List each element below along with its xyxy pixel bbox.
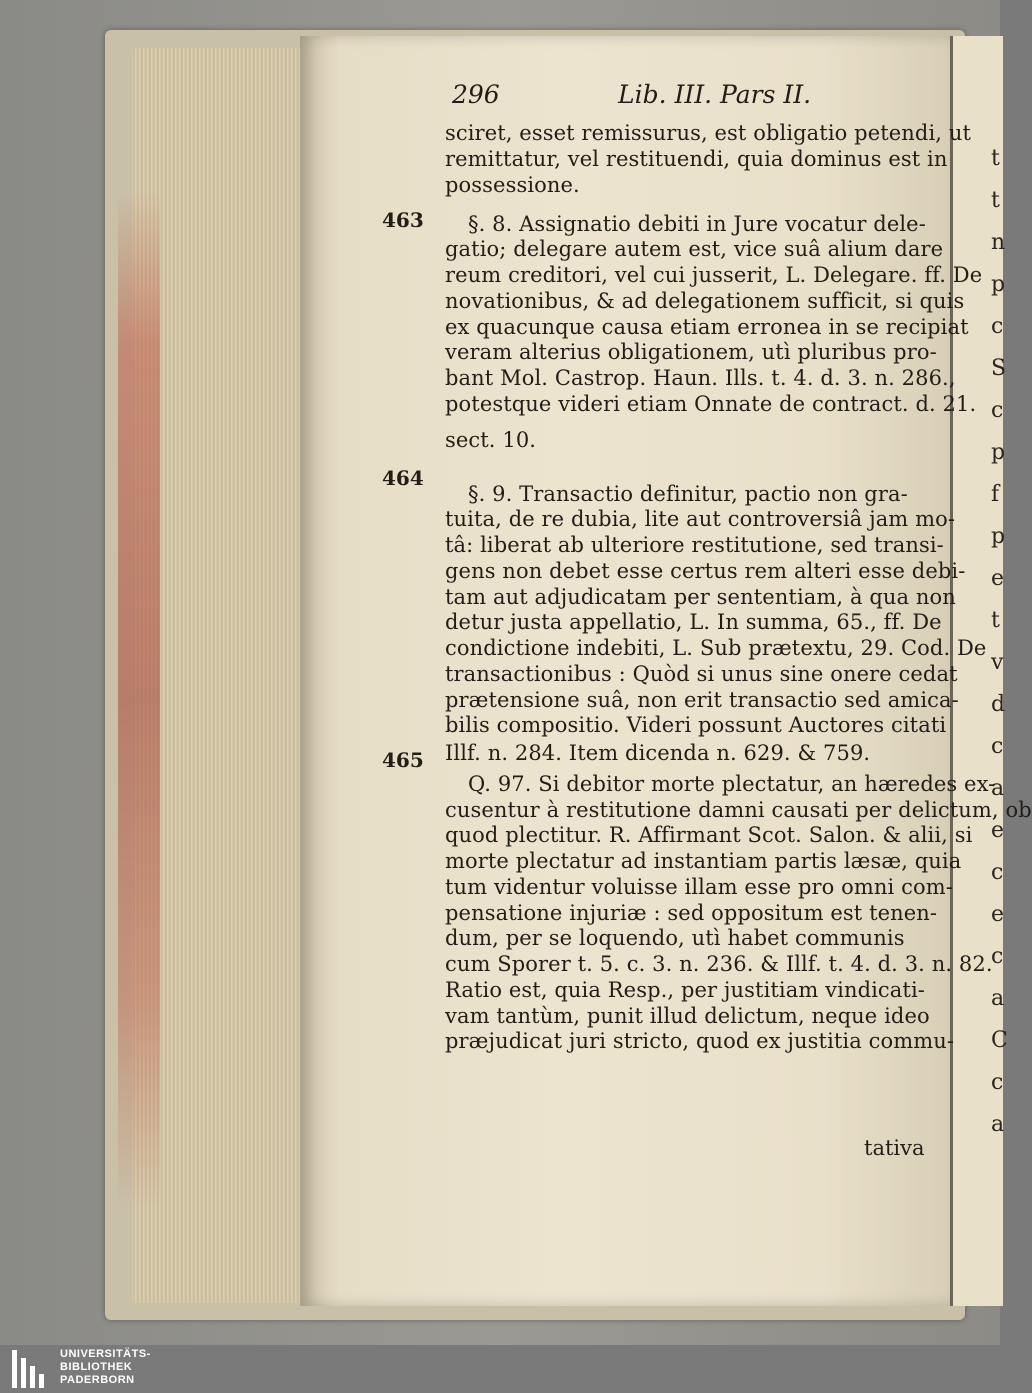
text-line: dum, per se loquendo, utì habet communis	[445, 926, 905, 950]
text-line: cusentur à restitutione damni causati per delictum, ob	[445, 798, 1032, 822]
facing-page-letter: t	[991, 188, 1000, 213]
facing-page-letter: e	[991, 902, 1005, 927]
facing-page-letter: c	[991, 860, 1004, 885]
margin-number-463: 463	[382, 208, 424, 232]
text-line: remittatur, vel restituendi, quia dominus est in	[445, 147, 948, 171]
text-line: prætensione suâ, non erit transactio sed amica-	[445, 688, 959, 712]
text-line: tâ: liberat ab ulteriore restitutione, sed transi-	[445, 533, 944, 557]
text-line: condictione indebiti, L. Sub prætextu, 29. Cod. De	[445, 636, 987, 660]
text-line: tam aut adjudicatam per sententiam, à qua non	[445, 585, 956, 609]
margin-number-465: 465	[382, 748, 424, 772]
text-line: præjudicat juri stricto, quod ex justitia commu-	[445, 1029, 955, 1053]
facing-page-letter: e	[991, 566, 1005, 591]
facing-page-letter: p	[991, 524, 1006, 549]
text-line: bilis compositio. Videri possunt Auctores citati	[445, 713, 947, 737]
text-line: quod plectitur. R. Affirmant Scot. Salon. & alii, si	[445, 823, 973, 847]
margin-number-464: 464	[382, 466, 424, 490]
facing-page-letter: f	[991, 482, 1000, 507]
logo-bars-icon	[12, 1350, 52, 1388]
red-edge-stain	[118, 190, 160, 1210]
facing-page-letter: t	[991, 608, 1000, 633]
library-name: UNIVERSITÄTS- BIBLIOTHEK PADERBORN	[60, 1348, 151, 1386]
text-line: detur justa appellatio, L. In summa, 65., ff. De	[445, 610, 942, 634]
facing-page-letter: S	[991, 356, 1007, 381]
facing-page-letter: c	[991, 1070, 1004, 1095]
library-logo	[8, 1348, 208, 1390]
text-line: veram alterius obligationem, utì pluribus pro-	[445, 340, 937, 364]
text-line: possessione.	[445, 173, 580, 197]
page-number: 296	[452, 80, 500, 109]
facing-page-letter: C	[991, 1028, 1008, 1053]
text-line: tuita, de re dubia, lite aut controversiâ jam mo-	[445, 507, 956, 531]
facing-page-letter: c	[991, 398, 1004, 423]
text-line: tum videntur voluisse illam esse pro omni com-	[445, 875, 953, 899]
text-line: cum Sporer t. 5. c. 3. n. 236. & Illf. t. 4. d. 3. n. 82.	[445, 952, 993, 976]
text-line: gens non debet esse certus rem alteri esse debi-	[445, 559, 966, 583]
text-line: vam tantùm, punit illud delictum, neque ideo	[445, 1004, 930, 1028]
text-line: Illf. n. 284. Item dicenda n. 629. & 759.	[445, 741, 871, 765]
facing-page-letter: p	[991, 272, 1006, 297]
text-line: novationibus, & ad delegationem sufficit, si quis	[445, 289, 965, 313]
text-line: gatio; delegare autem est, vice suâ alium dare	[445, 237, 944, 261]
text-line: §. 8. Assignatio debiti in Jure vocatur dele-	[468, 212, 926, 236]
facing-page-letter: a	[991, 1112, 1005, 1137]
text-line: Q. 97. Si debitor morte plectatur, an hæredes ex-	[468, 772, 996, 796]
text-line: reum creditori, vel cui jusserit, L. Delegare. ff. De	[445, 263, 983, 287]
text-line: potestque videri etiam Onnate de contract. d. 21.	[445, 392, 977, 416]
running-header	[452, 80, 832, 114]
facing-page-letter: p	[991, 440, 1006, 465]
facing-page-letter: e	[991, 818, 1005, 843]
facing-page-letter: c	[991, 944, 1004, 969]
facing-page-letter: n	[991, 230, 1006, 255]
text-line: sciret, esset remissurus, est obligatio petendi, ut	[445, 121, 972, 145]
text-line: morte plectatur ad instantiam partis læsæ, quia	[445, 849, 962, 873]
facing-page-letter: d	[991, 692, 1006, 717]
facing-page-letter: c	[991, 314, 1004, 339]
facing-page-letter: a	[991, 776, 1005, 801]
catchword: tativa	[864, 1136, 925, 1160]
text-line: ex quacunque causa etiam erronea in se recipiat	[445, 315, 969, 339]
running-title: Lib. III. Pars II.	[618, 80, 812, 109]
text-line: transactionibus : Quòd si unus sine onere cedat	[445, 662, 958, 686]
text-line: §. 9. Transactio definitur, pactio non gra-	[468, 482, 908, 506]
text-line: Ratio est, quia Resp., per justitiam vindicati-	[445, 978, 925, 1002]
facing-page-letter: c	[991, 734, 1004, 759]
text-line: bant Mol. Castrop. Haun. Ills. t. 4. d. 3. n. 286.,	[445, 366, 956, 390]
facing-page-letter: a	[991, 986, 1005, 1011]
text-line: sect. 10.	[445, 428, 537, 452]
facing-page-letter: t	[991, 146, 1000, 171]
facing-page-letter: v	[991, 650, 1004, 675]
text-line: pensatione injuriæ : sed oppositum est tenen-	[445, 901, 938, 925]
